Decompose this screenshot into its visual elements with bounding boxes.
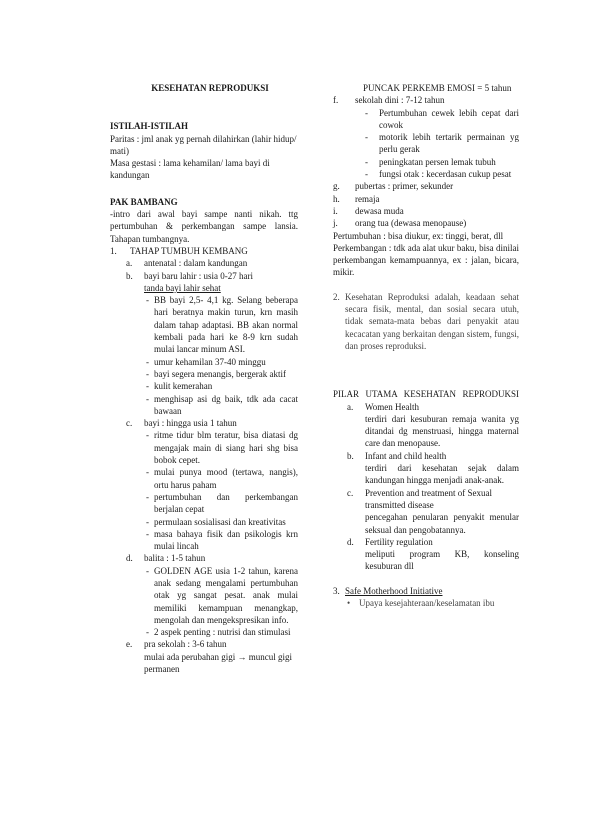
left-column: [110, 82, 298, 675]
pilar-item-desc: meliputi program KB, konseling kesuburan dll: [365, 549, 519, 572]
section-number: 2.: [333, 291, 340, 302]
list-item: - GOLDEN AGE usia 1-2 tahun, karena anak sedang mengalami pertumbuhan otak yg sangat pesat. anak mulai memiliki kemampuan menangkap, mengolah dan mengekspresikan info.: [146, 565, 298, 625]
list-item: - bayi segera menangis, bergerak aktif: [146, 368, 287, 379]
pilar-item: a. Women Health terdiri dari kesuburan remaja wanita yg ditandai dg menstruasi, hingga maternal care dan menopause.: [347, 401, 519, 449]
list-item-c: [110, 417, 298, 429]
list-item-a: [110, 257, 298, 269]
list-item: - Pertumbuhan cewek lebih cepat dari cowok: [365, 107, 519, 130]
list-item-b-sub: [110, 282, 298, 417]
list-item-d: [110, 552, 298, 564]
pilar-item: d. Fertility regulation meliputi program KB, konseling kesuburan dll: [347, 536, 519, 572]
item-text: pra sekolah : 3-6 tahun: [144, 639, 227, 650]
pilar-item: b. Infant and child health terdiri dari kesehatan sejak dalam kandungan hingga menjadi anak-anak.: [347, 450, 519, 486]
list-item: - 2 aspek penting : nutrisi dan stimulasi: [146, 627, 291, 638]
list-item: - motorik lebih tertarik permainan yg perlu gerak: [365, 132, 519, 155]
item-label: c.: [126, 418, 133, 429]
section-number: 3.: [333, 585, 340, 596]
item-text: bayi : hingga usia 1 tahun: [144, 418, 237, 429]
list-item: - BB bayi 2,5- 4,1 kg. Selang beberapa hari beratnya makin turun, krn masih dalam tahap adaptasi. BB akan normal kembali pada hari ke 8-9 krn sudah mulai lancar minum ASI.: [146, 295, 298, 355]
item-label: f.: [333, 95, 339, 106]
list-item: - masa bahaya fisik dan psikologis krn mulai lincah: [146, 528, 298, 552]
item-label: h.: [333, 193, 340, 204]
pilar-title: PILAR UTAMA KESEHATAN REPRODUKSI: [333, 389, 519, 400]
list-item-g: [333, 180, 519, 192]
list-item-d-sub: [110, 565, 298, 639]
item-label: e.: [126, 639, 133, 650]
list-item: - menghisap asi dg baik, tdk ada cacat bawaan: [146, 393, 298, 416]
list-item: - peningkatan persen lemak tubuh: [365, 156, 496, 167]
subheading-tanda: tanda bayi lahir sehat: [144, 282, 221, 293]
section-number: 1.: [110, 245, 117, 256]
pilar-item-desc: terdiri dari kesuburan remaja wanita yg ditandai dg menstruasi, hingga maternal care dan menopause.: [365, 413, 519, 449]
pertumbuhan-definition: Pertumbuhan : bisa diukur, ex: tinggi, berat, dll: [333, 230, 504, 241]
pilar-item-title: Infant and child health: [365, 450, 447, 461]
pak-intro: -intro dari awal bayi sampe nanti nikah. ttg pertumbuhan & perkembangan sampe lansia. Tahapan tumbangnya.: [110, 209, 298, 244]
pilar-item-desc: pencegahan penularan penyakit menular seksual dan pengobatannya.: [365, 512, 519, 535]
section-title: TAHAP TUMBUH KEMBANG: [130, 245, 248, 256]
item-label: g.: [333, 181, 340, 192]
item-text: pubertas : primer, sekunder: [355, 181, 454, 192]
list-item: - fungsi otak : kecerdasan cukup pesat: [365, 169, 512, 180]
item-text: dewasa muda: [355, 205, 404, 216]
istilah-line-gestasi: Masa gestasi : lama kehamilan/ lama bayi di kandungan: [110, 158, 270, 181]
list-item-i: [333, 205, 519, 217]
list-item-e: [110, 638, 298, 650]
item-label: a.: [126, 258, 133, 269]
section-2: [333, 291, 519, 352]
list-item-b: [110, 270, 298, 282]
item-text: sekolah dini : 7-12 tahun: [355, 95, 445, 106]
section-2-text: Kesehatan Reproduksi adalah, keadaan sehat secara fisik, mental, dan sosial secara utuh, tidak semata-mata bebas dari penyakit atau kecacatan yang berkaitan dengan sistem, fungsi, dan proses reproduksi.: [345, 291, 519, 351]
pilar-list: [333, 401, 519, 573]
list-item-e-detail: mulai ada perubahan gigi → muncul gigi permanen: [144, 651, 292, 675]
list-item-c-sub: [110, 429, 298, 552]
list-item-f-sub: [333, 107, 519, 181]
istilah-heading: ISTILAH-ISTILAH: [110, 121, 189, 132]
bullet-text: Upaya kesejahteraan/keselamatan ibu: [359, 597, 495, 608]
section-3-title: Safe Motherhood Initiative: [345, 585, 443, 596]
section-3-bullet: [333, 597, 519, 609]
list-item-j: [333, 217, 519, 229]
list-item: - ritme tidur blm teratur, bisa diatasi dg mengajak main di siang hari shg bisa bobok cepet.: [146, 430, 298, 466]
section-3: [333, 585, 519, 597]
item-label: i.: [333, 205, 338, 216]
bullet-icon: •: [347, 597, 351, 608]
list-item: - permulaan sosialisasi dan kreativitas: [146, 516, 286, 527]
item-text: balita : 1-5 tahun: [144, 553, 206, 564]
list-item-f: [333, 94, 519, 106]
istilah-line-paritas: Paritas : jml anak yg pernah dilahirkan (lahir hidup/ mati): [110, 133, 297, 156]
right-column: [333, 82, 519, 609]
perkembangan-definition: Perkembangan : tdk ada alat ukur baku, bisa dinilai perkembangan kemampuannya, ex : jalan, bicara, mikir.: [333, 242, 519, 278]
item-text: remaja: [355, 193, 380, 204]
item-label: b.: [126, 270, 133, 281]
section-1-heading: [110, 245, 298, 257]
document-title: KESEHATAN REPRODUKSI: [151, 83, 269, 93]
pilar-item-desc: terdiri dari kesehatan sejak dalam kandungan hingga menjadi anak-anak.: [365, 463, 519, 486]
list-item: - mulai punya mood (tertawa, nangis), ortu harus paham: [146, 467, 298, 490]
list-item: - umur kehamilan 37-40 minggu: [146, 356, 266, 367]
pilar-item-title: Prevention and treatment of Sexual transmitted disease: [365, 487, 492, 510]
list-item-h: [333, 193, 519, 205]
pilar-item: c. Prevention and treatment of Sexual transmitted disease pencegahan penularan penyakit menular seksual dan pengobatannya.: [347, 487, 519, 535]
item-label: d.: [126, 553, 133, 564]
pilar-item-title: Fertility regulation: [365, 536, 433, 547]
item-text: bayi baru lahir : usia 0-27 hari: [144, 270, 253, 281]
item-text: orang tua (dewasa menopause): [355, 218, 467, 229]
item-text: antenatal : dalam kandungan: [144, 258, 248, 269]
pak-heading: PAK BAMBANG: [110, 196, 178, 207]
list-item: - kulit kemerahan: [146, 381, 213, 392]
puncak-line: PUNCAK PERKEMB EMOSI = 5 tahun: [363, 83, 512, 93]
pilar-item-title: Women Health: [365, 401, 420, 412]
item-label: j.: [333, 218, 338, 229]
list-item: - pertumbuhan dan perkembangan berjalan cepat: [146, 491, 298, 515]
